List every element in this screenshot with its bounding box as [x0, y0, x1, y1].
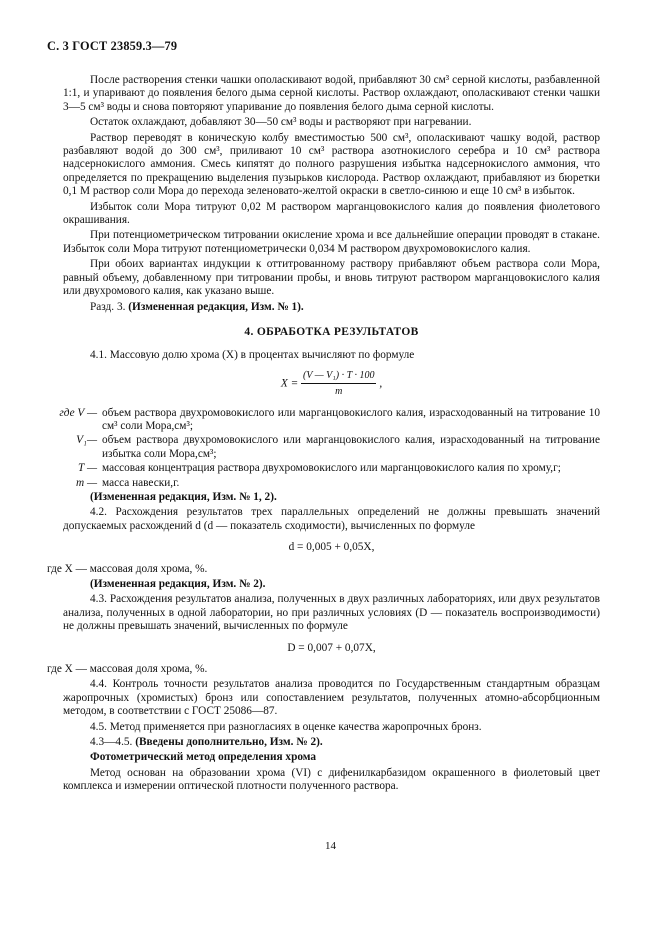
definition-symbol: V₁— [76, 434, 97, 447]
paragraph-4-3: 4.3. Расхождения результатов анализа, полученных в двух различных лабораториях, или двух результатов анализа, полученных в одной лаборатории, но при различных условиях (D — показатель воспроизводимости) не должны превышать значений, вычисленных по формуле [63, 593, 600, 633]
definition-row [47, 477, 600, 490]
amendment-text: (Введены дополнительно, Изм. № 2). [135, 736, 323, 749]
amendment-prefix: Разд. 3. [90, 300, 126, 313]
definition-text: массовая концентрация раствора двухромовокислого или марганцовокислого калия по хрому,г; [102, 462, 561, 475]
definition-row [47, 407, 600, 434]
definition-symbol: T — [78, 462, 97, 475]
formula-denominator: m [335, 386, 343, 398]
amendment-note [63, 301, 600, 314]
page-number: 14 [325, 840, 336, 852]
paragraph: Остаток охлаждают, добавляют 30—50 см³ воды и растворяют при нагревании. [90, 116, 472, 129]
paragraph: Раствор переводят в коническую колбу вместимостью 500 см³, ополаскивают чашку водой, раствор разбавляют водой до 300 см³, приливают 10 см³ раствора азотнокислого серебра и 10 см³ раствора надсернокислого аммония. Смесь кипятят до полного разрушения избытка надсернокислого аммония, что определяется по прекращению выделения пузырьков кислорода. Раствор охлаждают, прибавляют из бюретки 0,1 М раствор соли Мора до перехода зеленовато-желтой окраски в светло-синюю и еще 10 см³ в избыток. [63, 131, 600, 198]
paragraph-4-4: 4.4. Контроль точности результатов анализа проводится по Государственным стандартным образцам жаропрочных (хромистых) бронз или сопоставлением результатов, полученных атомно-абсорбционным методом, в соответствии с ГОСТ 25086—87. [63, 678, 600, 718]
amendment-text: (Измененная редакция, Изм. № 1). [128, 300, 304, 313]
amendment-note: (Измененная редакция, Изм. № 1, 2). [90, 490, 277, 503]
paragraph: Метод основан на образовании хрома (VI) с дифенилкарбазидом окрашенного в фиолетовый цвет комплекса и измерении оптической плотности полученного раствора. [63, 766, 600, 793]
formula-lhs: X = [280, 377, 299, 390]
definition-text: объем раствора двухромовокислого или марганцовокислого калия, израсходованный на титрование избытка соли Мора,см³; [102, 434, 600, 460]
paragraph-4-5: 4.5. Метод применяется при разногласиях в оценке качества жаропрочных бронз. [90, 720, 482, 733]
where-clause: где X — массовая доля хрома, %. [47, 562, 208, 575]
where-clause: где X — массовая доля хрома, %. [47, 663, 208, 676]
paragraph-4-1: 4.1. Массовую долю хрома (X) в процентах вычисляют по формуле [90, 349, 415, 362]
definition-text: объем раствора двухромовокислого или марганцовокислого калия, израсходованный на титрование 10 см³ соли Мора,см³; [102, 406, 600, 432]
formula-tail: , [379, 377, 383, 390]
paragraph: При потенциометрическом титровании окисление хрома и все дальнейшие операции проводят в стакане. Избыток соли Мора титруют потенциометрически 0,034 М раствором двухромовокислого калия. [63, 229, 600, 255]
definition-symbol: где V — [59, 406, 97, 419]
formula-x [63, 369, 600, 399]
paragraph-4-2: 4.2. Расхождения результатов трех параллельных определений не должны превышать значений допускаемых расхождений d (d — показатель сходимости), вычисленных по формуле [63, 506, 600, 532]
paragraph: Избыток соли Мора титруют 0,02 М раствором марганцовокислого калия до появления фиолетового окрашивания. [63, 200, 600, 227]
section-title: 4. ОБРАБОТКА РЕЗУЛЬТАТОВ [244, 325, 419, 338]
page-header: С. 3 ГОСТ 23859.3—79 [47, 39, 178, 53]
subheading: Фотометрический метод определения хрома [90, 751, 317, 764]
amendment-note: (Измененная редакция, Изм. № 2). [90, 578, 266, 590]
formula-D: D = 0,007 + 0,07X, [287, 641, 376, 654]
definition-symbol: m — [75, 476, 97, 489]
amendment-prefix: 4.3—4.5. [90, 736, 133, 749]
paragraph: При обоих вариантах индукции к оттитрованному раствору прибавляют объем раствора соли Мора, равный объему, добавленному при титровании пробы, и вновь титруют раствором марганцовокислого калия или двухромового калия, как указано выше. [63, 258, 600, 298]
formula-numerator: (V — V₁) · T · 100 [301, 369, 376, 384]
formula-d: d = 0,005 + 0,05X, [288, 541, 375, 554]
definition-row [47, 462, 600, 475]
amendment-note [63, 736, 600, 749]
variable-definitions [47, 407, 600, 490]
paragraph: После растворения стенки чашки ополаскивают водой, прибавляют 30 см³ серной кислоты, разбавленной 1:1, и упаривают до появления белого дыма серной кислоты. Раствор охлаждают, ополаскивают стенки чашки 3—5 см³ воды и снова повторяют упаривание до появления белого дыма серной кислоты. [63, 74, 600, 113]
definition-row [47, 434, 600, 461]
document-body [47, 74, 600, 796]
formula-fraction [301, 369, 376, 399]
definition-text: масса навески,г. [102, 476, 180, 489]
